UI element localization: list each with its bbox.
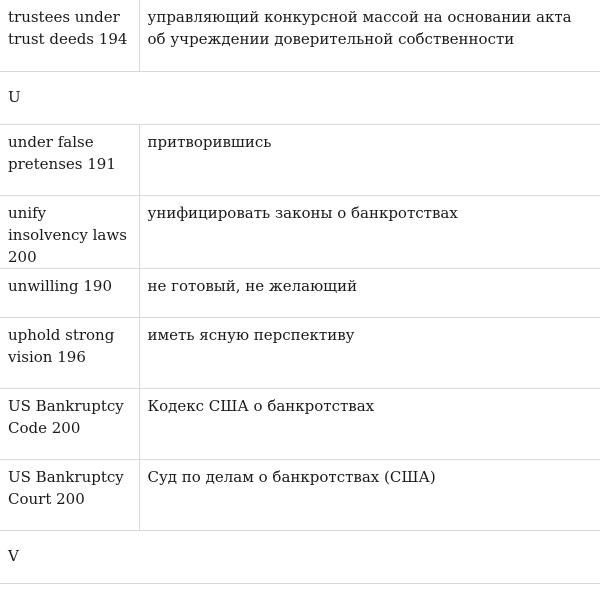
term-cell: unify insolvency laws 200 <box>0 195 139 268</box>
term-cell: under false pretenses 191 <box>0 124 139 195</box>
letter-row <box>0 71 600 124</box>
table-row <box>0 124 600 195</box>
definition-cell: Кодекс США о банкротствах <box>139 388 600 459</box>
definition-cell: унифицировать законы о банкротствах <box>139 195 600 268</box>
table-row <box>0 388 600 459</box>
table-row <box>0 0 600 71</box>
definition-cell: иметь ясную перспективу <box>139 317 600 388</box>
table-row <box>0 195 600 268</box>
definition-cell: управляющий конкурсной массой на основании акта об учреждении доверительной собственности <box>139 0 600 71</box>
table-row <box>0 268 600 317</box>
definition-cell: Суд по делам о банкротствах (США) <box>139 459 600 530</box>
definition-cell: не готовый, не желающий <box>139 268 600 317</box>
term-cell: trustees under trust deeds 194 <box>0 0 139 71</box>
table-row <box>0 317 600 388</box>
section-letter: V <box>0 530 600 583</box>
table-row <box>0 459 600 530</box>
section-letter: U <box>0 71 600 124</box>
definition-cell: притворившись <box>139 124 600 195</box>
term-cell: US Bankruptcy Code 200 <box>0 388 139 459</box>
term-cell: unwilling 190 <box>0 268 139 317</box>
letter-row <box>0 530 600 583</box>
term-cell: uphold strong vision 196 <box>0 317 139 388</box>
term-cell: US Bankruptcy Court 200 <box>0 459 139 530</box>
